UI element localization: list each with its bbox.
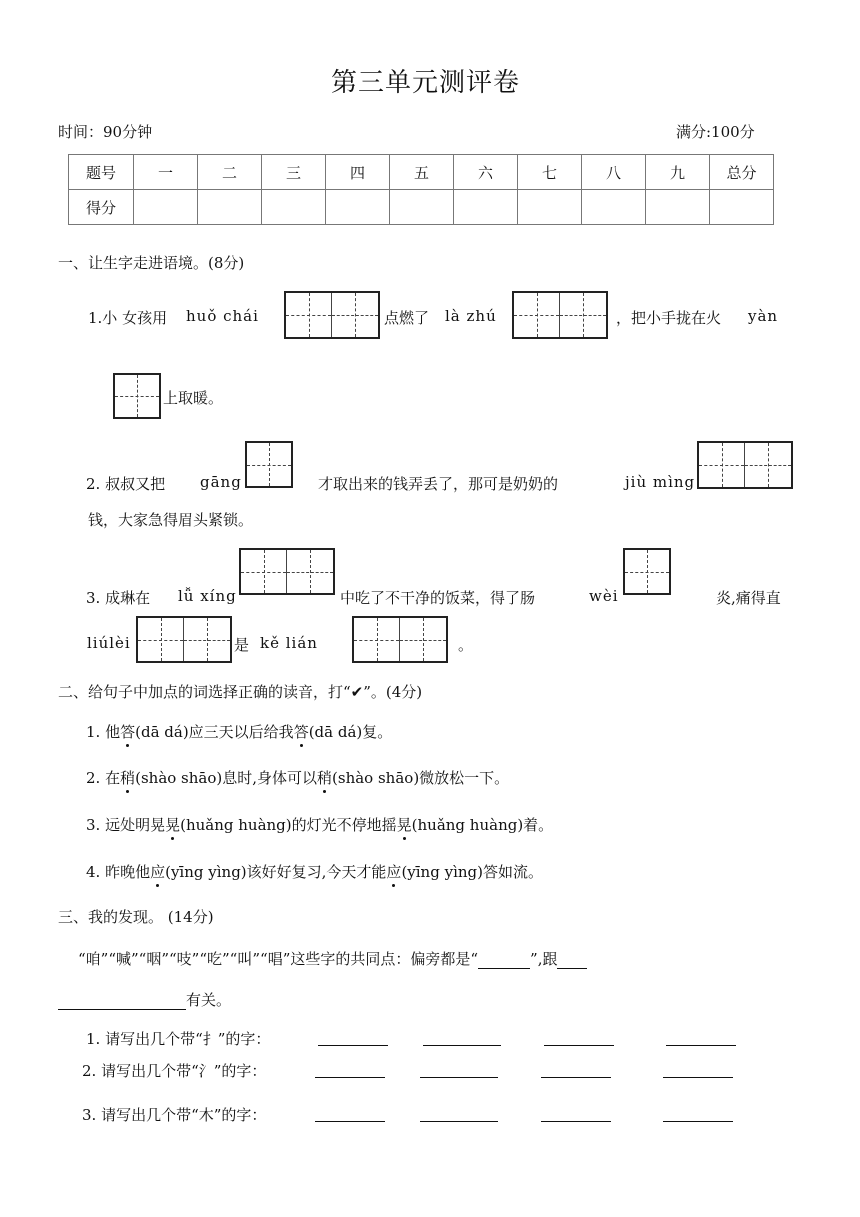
s3-intro-line: [78, 948, 587, 969]
s3-question-label: 1. 请写出几个带“扌”的字：: [86, 1030, 271, 1048]
tianzige-cell[interactable]: [514, 293, 560, 337]
table-cell: 六: [454, 155, 518, 190]
s2-option-a[interactable]: (shào shāo)息时,身体可以: [135, 769, 318, 787]
s2-option-a[interactable]: (dā dá)应三天以后给我: [135, 723, 294, 741]
score-input-cell[interactable]: [198, 190, 262, 225]
tianzige-cell[interactable]: [184, 618, 230, 661]
tianzige-cell[interactable]: [241, 550, 287, 593]
table-cell: 七: [518, 155, 582, 190]
tianzige-cell[interactable]: [745, 443, 791, 487]
s3-intro-text: “咱”“喊”“咽”“吱”“吃”“叫”“唱”这些字的共同点：偏旁都是“: [78, 950, 479, 968]
q2-text-e: 钱，大家急得眉头紧锁。: [88, 511, 254, 529]
score-input-cell[interactable]: [582, 190, 646, 225]
time-label: 时间：90分钟: [58, 123, 153, 141]
q2-text-c: 才取出来的钱弄丢了，那可是奶奶的: [318, 475, 559, 493]
answer-blank[interactable]: [420, 1061, 498, 1078]
tianzige-cell[interactable]: [287, 550, 333, 593]
tianzige-cell[interactable]: [560, 293, 606, 337]
q1-text-e: ，把小手拢在火: [616, 309, 722, 327]
table-cell: 总分: [710, 155, 774, 190]
section-1-heading: 一、让生字走进语境。(8分): [58, 254, 245, 272]
s2-option-a[interactable]: (huǎng huàng)的灯光不停地摇: [180, 816, 397, 834]
tianzige-cell[interactable]: [354, 618, 400, 661]
q2-text-a: 2. 叔叔又把: [86, 475, 166, 493]
tianzige-box[interactable]: [245, 441, 293, 488]
score-input-cell[interactable]: [390, 190, 454, 225]
score-input-cell[interactable]: [454, 190, 518, 225]
s2-pre: 3. 远处明晃: [86, 816, 166, 834]
tianzige-cell[interactable]: [625, 550, 669, 593]
tianzige-box[interactable]: [697, 441, 793, 489]
table-cell: 得分: [69, 190, 134, 225]
s2-item: [86, 721, 392, 742]
q3-pinyin-kelian: kě lián: [260, 634, 318, 652]
table-cell: 一: [134, 155, 198, 190]
s2-pre: 4. 昨晚他: [86, 863, 151, 881]
table-cell: 题号: [69, 155, 134, 190]
answer-blank[interactable]: [420, 1105, 498, 1122]
tianzige-cell[interactable]: [699, 443, 745, 487]
tianzige-cell[interactable]: [247, 443, 291, 486]
section-3-heading: 三、我的发现。 (14分): [58, 908, 214, 926]
q1-pinyin-huochai: huǒ chái: [186, 307, 259, 325]
s2-item: [86, 861, 543, 882]
dotted-char: 晃: [396, 816, 412, 834]
answer-blank[interactable]: [315, 1105, 385, 1122]
q2-pinyin-jiuming: jiù mìng: [625, 473, 696, 491]
q2-pinyin-gang: gāng: [200, 473, 242, 491]
q1-text-a: 1.小 女孩用: [88, 309, 168, 327]
score-input-cell[interactable]: [262, 190, 326, 225]
q3-text-a: 3. 成琳在: [86, 589, 151, 607]
page-title: 第三单元测评卷: [331, 68, 521, 98]
score-input-cell[interactable]: [518, 190, 582, 225]
q3-text-e: 炎,痛得直: [716, 589, 781, 607]
answer-blank[interactable]: [423, 1029, 501, 1046]
dotted-char: 应: [386, 863, 402, 881]
s3-question: [86, 1028, 270, 1049]
s2-pre: 2. 在: [86, 769, 121, 787]
q3-pinyin-lvxing: lǚ xíng: [178, 587, 237, 605]
score-input-cell[interactable]: [326, 190, 390, 225]
tianzige-box[interactable]: [239, 548, 335, 595]
s2-option-b[interactable]: (yīng yìng)答如流。: [401, 863, 543, 881]
tianzige-cell[interactable]: [400, 618, 446, 661]
q3-pinyin-liulei: liúlèi: [87, 634, 131, 652]
dotted-char: 晃: [165, 816, 181, 834]
s2-item: [86, 767, 509, 788]
table-cell: 二: [198, 155, 262, 190]
s3-intro-text-2: ”,跟: [530, 950, 558, 968]
s2-option-b[interactable]: (shào shāo)微放松一下。: [332, 769, 510, 787]
table-cell: 四: [326, 155, 390, 190]
dotted-char: 稍: [317, 769, 333, 787]
score-input-cell[interactable]: [134, 190, 198, 225]
s3-question: [82, 1060, 266, 1081]
s3-question-label: 2. 请写出几个带“氵”的字：: [82, 1062, 267, 1080]
q1-pinyin-lazhu: là zhú: [445, 307, 497, 325]
table-cell: 五: [390, 155, 454, 190]
answer-blank[interactable]: [663, 1061, 733, 1078]
q1-pinyin-yan: yàn: [748, 307, 779, 325]
answer-blank[interactable]: [541, 1061, 611, 1078]
tianzige-cell[interactable]: [138, 618, 184, 661]
tianzige-box[interactable]: [512, 291, 608, 339]
tianzige-box[interactable]: [623, 548, 671, 595]
answer-blank[interactable]: [541, 1105, 611, 1122]
tianzige-cell[interactable]: [115, 375, 159, 417]
table-cell: 九: [646, 155, 710, 190]
q3-text-g: 是: [234, 636, 250, 654]
table-cell: 八: [582, 155, 646, 190]
answer-blank[interactable]: [663, 1105, 733, 1122]
section-2-heading: 二、给句子中加点的词选择正确的读音，打“✔”。(4分): [58, 683, 423, 701]
score-table-score-row: [69, 190, 774, 225]
s2-item: [86, 814, 553, 835]
dotted-char: 稍: [120, 769, 136, 787]
dotted-char: 应: [150, 863, 166, 881]
q1-text-c: 点燃了: [384, 309, 430, 327]
s2-option-b[interactable]: (dā dá)复。: [308, 723, 393, 741]
q3-text-i: 。: [458, 636, 474, 654]
answer-blank[interactable]: [666, 1029, 736, 1046]
s2-option-a[interactable]: (yīng yìng)该好好复习,今天才能: [165, 863, 387, 881]
answer-blank[interactable]: [544, 1029, 614, 1046]
tianzige-cell[interactable]: [332, 293, 378, 337]
score-input-cell[interactable]: [646, 190, 710, 225]
q1-text-g: 上取暖。: [163, 389, 224, 407]
tianzige-box[interactable]: [352, 616, 448, 663]
answer-blank[interactable]: [478, 952, 530, 969]
s3-intro-line-2: [58, 989, 231, 1010]
answer-blank[interactable]: [318, 1029, 388, 1046]
full-score-label: 满分:100分: [676, 123, 755, 141]
q3-text-c: 中吃了不干净的饭菜，得了肠: [340, 589, 536, 607]
answer-blank[interactable]: [557, 952, 587, 969]
tianzige-box[interactable]: [284, 291, 380, 339]
tianzige-cell[interactable]: [286, 293, 332, 337]
tianzige-box[interactable]: [136, 616, 232, 663]
s2-pre: 1. 他: [86, 723, 121, 741]
dotted-char: 答: [120, 723, 136, 741]
s3-question-label: 3. 请写出几个带“木”的字：: [82, 1106, 267, 1124]
tianzige-box[interactable]: [113, 373, 161, 419]
score-input-cell[interactable]: [710, 190, 774, 225]
q3-pinyin-wei: wèi: [589, 587, 619, 605]
s2-option-b[interactable]: (huǎng huàng)着。: [411, 816, 554, 834]
dotted-char: 答: [293, 723, 309, 741]
answer-blank[interactable]: [58, 993, 186, 1010]
s3-intro-text-3: 有关。: [186, 991, 232, 1009]
table-cell: 三: [262, 155, 326, 190]
score-table-header-row: [69, 155, 774, 190]
score-table: [68, 154, 774, 225]
s3-question: [82, 1104, 266, 1125]
answer-blank[interactable]: [315, 1061, 385, 1078]
